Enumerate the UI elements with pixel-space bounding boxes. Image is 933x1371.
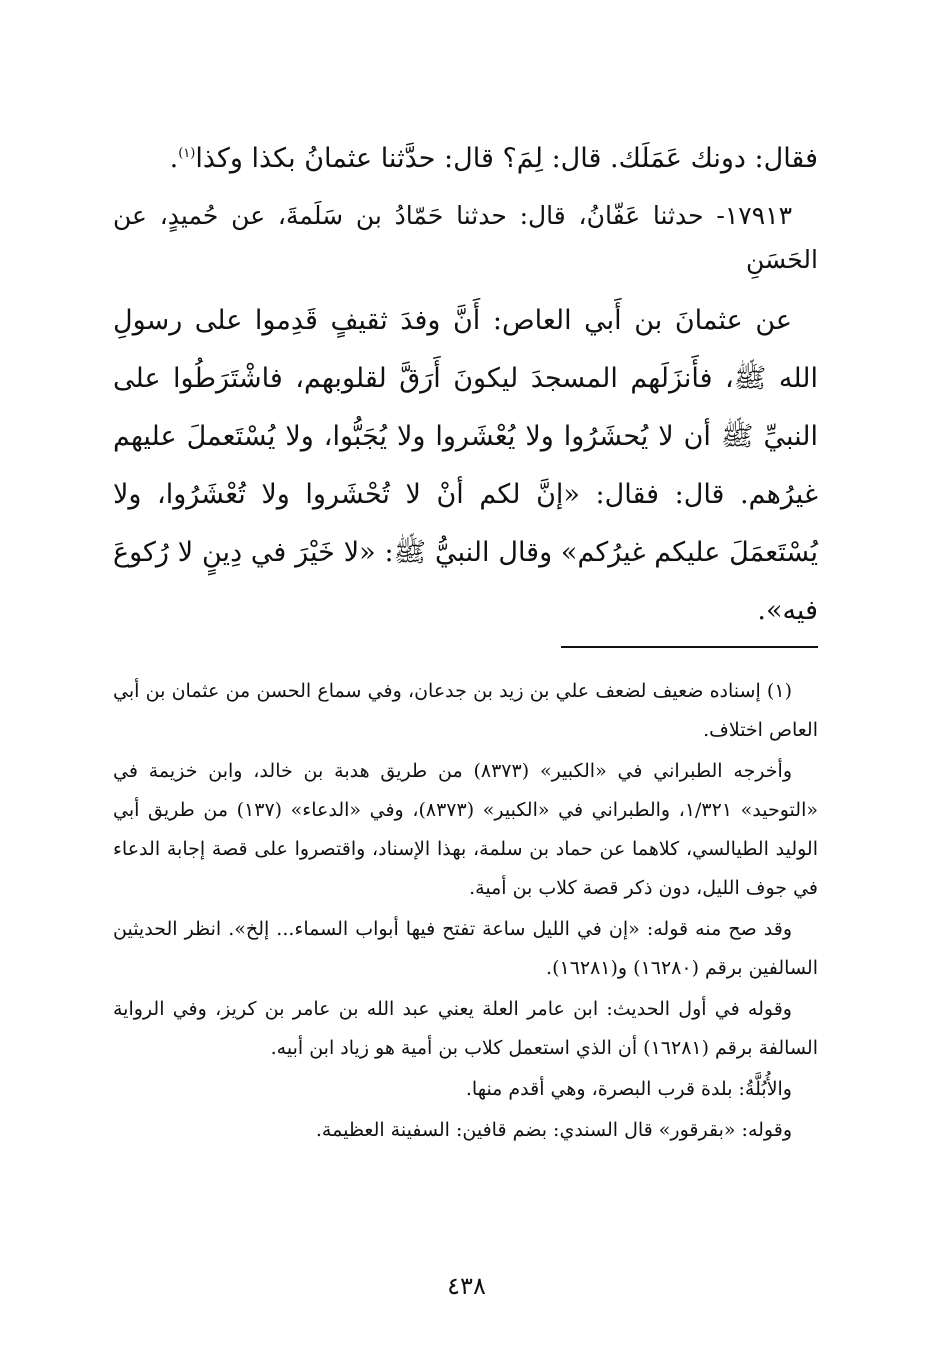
footnote-paragraph: وقوله في أول الحديث: ابن عامر العلة يعني عبد الله بن عامر بن كريز، وفي الرواية السالفة برقم (١٦٢٨١) أن الذي استعمل كلاب بن أمية هو زياد ابن أبيه. (113, 998, 818, 1059)
footnotes (113, 672, 818, 1152)
hadith-body: عن عثمانَ بن أَبي العاص: أَنَّ وفدَ ثقيفٍ قَدِموا على رسولِ الله ﷺ، فأَنزَلَهم المسجدَ ليكونَ أَرَقَّ لقلوبهم، فاشْتَرَطُوا على النبيِّ ﷺ أن لا يُحشَرُوا ولا يُعْشَروا ولا يُجَبُّوا، ولا يُسْتَعملَ عليهم غيرُهم. قال: فقال: «إنَّ لكم أنْ لا تُحْشَروا ولا تُعْشَرُوا، ولا يُسْتَعمَلَ عليكم غيرُكم» وقال النبيُّ ﷺ: «لا خَيْرَ في دِينٍ لا رُكوعَ فيه». (113, 305, 818, 626)
footnote-separator (561, 646, 818, 648)
footnote-marker[interactable]: (١) (178, 146, 196, 161)
footnote-paragraph: وأخرجه الطبراني في «الكبير» (٨٣٧٣) من طريق هدبة بن خالد، وابن خزيمة في «التوحيد» ١/٣٢١، والطبراني في «الكبير» (٨٣٧٣)، وفي «الدعاء» (١٣٧) من طريق أبي الوليد الطيالسي، كلاهما عن حماد بن سلمة، بهذا الإسناد، واقتصروا على قصة إجابة الدعاء في جوف الليل، دون ذكر قصة كلاب بن أمية. (113, 760, 818, 899)
main-text (113, 130, 818, 640)
footnote-paragraph: وقد صح منه قوله: «إن في الليل ساعة تفتح فيها أبواب السماء... إلخ». انظر الحديثين السالفين برقم (١٦٢٨٠) و(١٦٢٨١). (113, 918, 818, 979)
footnote-paragraph: وقوله: «بقرقور» قال السندي: بضم قافين: السفينة العظيمة. (315, 1119, 792, 1141)
footnote-paragraph: والأُبُلَّةُ: بلدة قرب البصرة، وهي أقدم منها. (465, 1078, 792, 1100)
opening-line-text: فقال: دونك عَمَلَك. قال: لِمَ؟ قال: حدَّثنا عثمانُ بكذا وكذا (195, 143, 818, 174)
footnote-1: (١) إسناده ضعيف لضعف علي بن زيد بن جدعان، وفي سماع الحسن من عثمان بن أبي العاص اختلاف. (113, 680, 818, 741)
page-number: ٤٣٨ (447, 1272, 486, 1300)
hadith-header: ١٧٩١٣- حدثنا عَفّانُ، قال: حدثنا حَمّادُ بن سَلَمةَ، عن حُميدٍ، عن الحَسَنِ (113, 201, 818, 274)
opening-line (113, 130, 818, 188)
opening-line-end: . (169, 143, 179, 174)
